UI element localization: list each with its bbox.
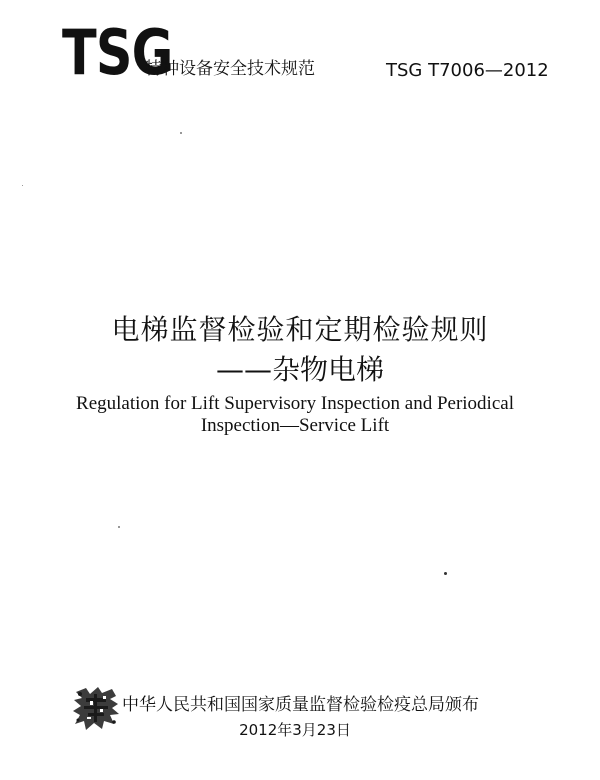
title-chinese: 电梯监督检验和定期检验规则 (111, 313, 489, 346)
issuing-authority: 中华人民共和国国家质量监督检验检疫总局颁布 (122, 695, 479, 715)
spec-code: TSG T7006—2012 (386, 60, 549, 81)
spec-series-name: 特种设备安全技术规范 (145, 59, 315, 79)
title-english-line-1: Regulation for Lift Supervisory Inspection and Periodical (76, 393, 514, 414)
subtitle-chinese: ——杂物电梯 (215, 353, 384, 386)
tsg-logo: TSG (62, 16, 173, 89)
title-english-line-2: Inspection—Service Lift (200, 415, 390, 436)
scan-speck (118, 526, 120, 528)
scan-speck (22, 185, 23, 186)
scan-speck (444, 572, 447, 575)
scan-speck (180, 132, 182, 134)
issue-date: 2012年3月23日 (239, 721, 351, 739)
